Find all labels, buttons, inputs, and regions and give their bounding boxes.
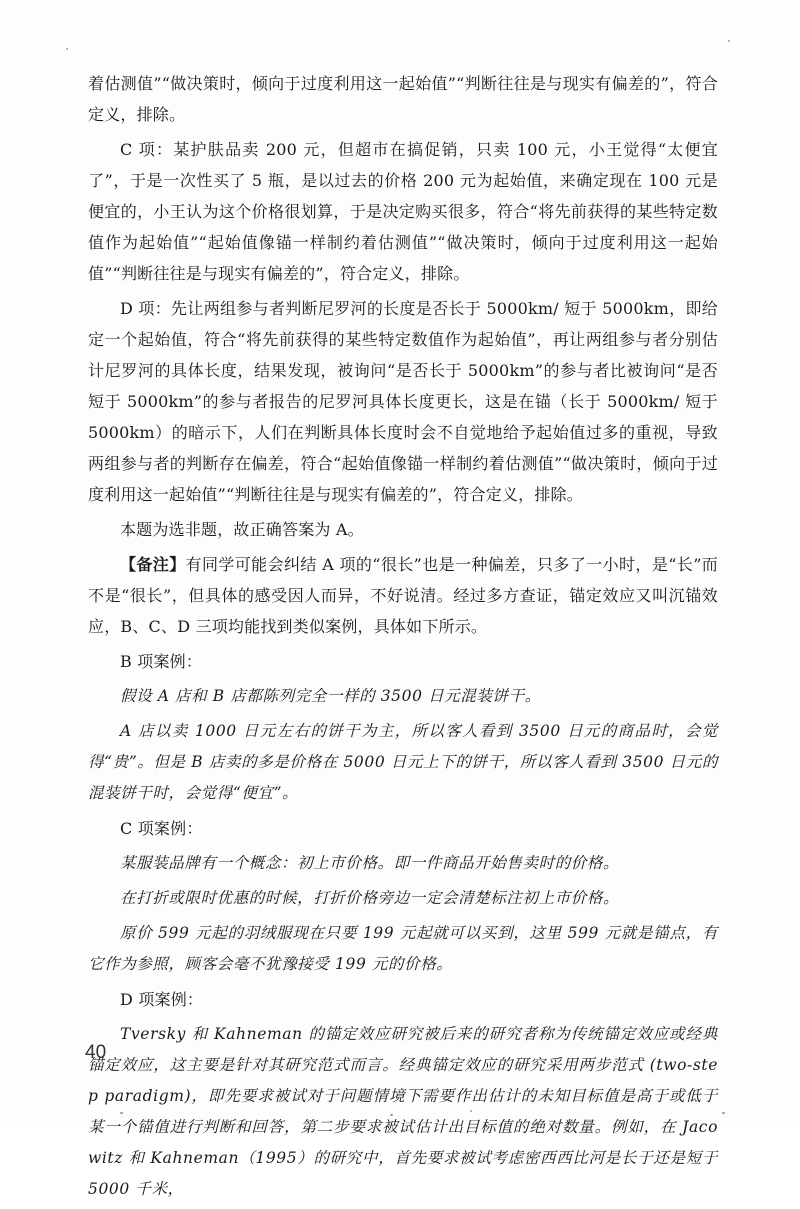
case-d-line: Tversky 和 Kahneman 的锚定效应研究被后来的研究者称为传统锚定效应或经典锚定效应，这主要是针对其研究范式而言。经典锚定效应的研究采用两步范式 (two-step paradigm)，即先要求被试对于问题情境下需要作出估计的未知目标值是高于或低于某一个锚值进行判断和回答，第二步要求被试估计出目标值的绝对数量。例如，在 Jacowitz 和 Kahneman（1995）的研究中，首先要求被试考虑密西西比河是长于还是短于 5000 千米， — [88, 1025, 718, 1198]
case-c-line: 原价 599 元起的羽绒服现在只要 199 元起就可以买到，这里 599 元就是锚点，有它作为参照，顾客会毫不犹豫接受 199 元的价格。 — [88, 924, 718, 973]
case-b-line: A 店以卖 1000 日元左右的饼干为主，所以客人看到 3500 日元的商品时，会觉得“贵”。但是 B 店卖的多是价格在 5000 日元上下的饼干，所以客人看到 3500 日元的混装饼干时，会觉得“便宜”。 — [88, 722, 718, 802]
case-c-line: 在打折或限时优惠的时候，打折价格旁边一定会清楚标注初上市价格。 — [120, 889, 620, 907]
paragraph-option-d: D 项：先让两组参与者判断尼罗河的长度是否长于 5000km/ 短于 5000km，即给定一个起始值，符合“将先前获得的某些特定数值作为起始值”，再让两组参与者分别估计尼罗河的具体长度，结果发现，被询问“是否长于 5000km”的参与者比被询问“是否短于 5000km”的参与者报告的尼罗河具体长度更长，这是在锚（长于 5000km/ 短于 5000km）的暗示下，人们在判断具体长度时会不自觉地给予起始值过多的重视，导致两组参与者的判断存在偏差，符合“起始值像锚一样制约着估测值”“做决策时，倾向于过度利用这一起始值”“判断往往是与现实有偏差的”，符合定义，排除。 — [88, 299, 718, 504]
case-c-line: 某服装品牌有一个概念：初上市价格。即一件商品开始售卖时的价格。 — [120, 854, 620, 872]
case-d-heading: D 项案例： — [120, 990, 204, 1009]
scan-speck — [728, 40, 730, 42]
case-b-line: 假设 A 店和 B 店都陈列完全一样的 3500 日元混装饼干。 — [120, 687, 541, 705]
page-number: 40 — [85, 1042, 107, 1063]
paragraph-option-c: C 项：某护肤品卖 200 元，但超市在搞促销，只卖 100 元，小王觉得“太便宜了”，于是一次性买了 5 瓶，是以过去的价格 200 元为起始值，来确定现在 100 元是便宜的，小王认为这个价格很划算，于是决定购买很多，符合“将先前获得的某些特定数值作为起始值”“起始值像锚一样制约着估测值”“做决策时，倾向于过度利用这一起始值”“判断往往是与现实有偏差的”，符合定义，排除。 — [88, 140, 718, 283]
paragraph-b-conclusion: 着估测值”“做决策时，倾向于过度利用这一起始值”“判断往往是与现实有偏差的”，符合定义，排除。 — [88, 74, 718, 124]
paragraph-note — [88, 549, 718, 642]
paragraph-answer: 本题为选非题，故正确答案为 A。 — [120, 520, 364, 539]
page-body — [88, 68, 718, 1209]
case-c-heading: C 项案例： — [120, 819, 203, 838]
note-label: 【备注】 — [120, 555, 186, 574]
scan-speck — [66, 48, 68, 50]
case-b-heading: B 项案例： — [120, 652, 203, 671]
note-text: 有同学可能会纠结 A 项的“很长”也是一种偏差，只多了一小时，是“长”而不是“很长”，但具体的感受因人而异，不好说清。经过多方查证，锚定效应又叫沉锚效应，B、C、D 三项均能找到类似案例，具体如下所示。 — [88, 555, 718, 636]
scan-speck — [722, 1112, 725, 1114]
